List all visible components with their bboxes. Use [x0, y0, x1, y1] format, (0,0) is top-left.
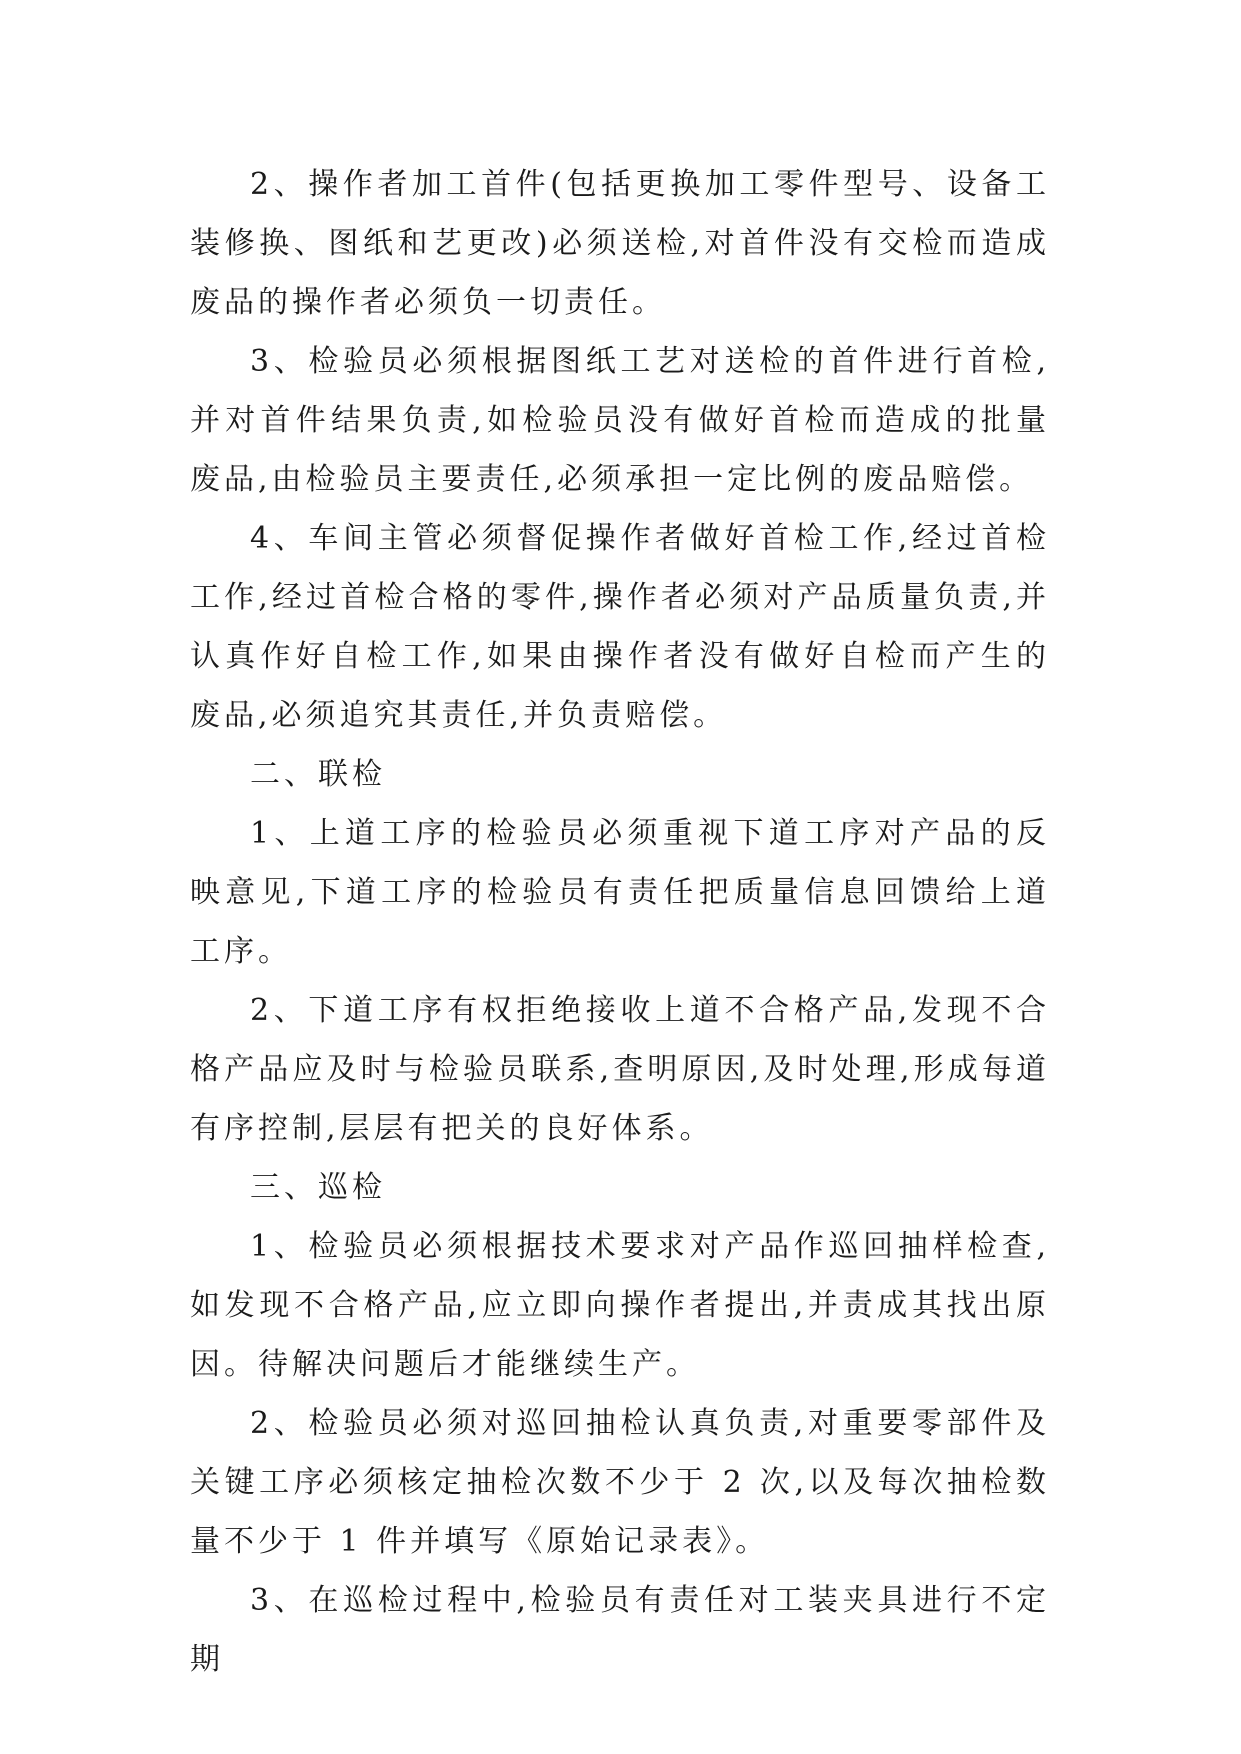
document-body — [190, 155, 1050, 1689]
paragraph-reject-nonconforming: 2、下道工序有权拒绝接收上道不合格产品,发现不合格产品应及时与检验员联系,查明原因,及时处理,形成每道有序控制,层层有把关的良好体系。 — [190, 993, 1050, 1146]
paragraph-patrol-sampling: 1、检验员必须根据技术要求对产品作巡回抽样检查,如发现不合格产品,应立即向操作者提出,并责成其找出原因。待解决问题后才能继续生产。 — [190, 1229, 1050, 1382]
paragraph-key-process-frequency: 2、检验员必须对巡回抽检认真负责,对重要零部件及关键工序必须核定抽检次数不少于 2 次,以及每次抽检数量不少于 1 件并填写《原始记录表》。 — [190, 1406, 1050, 1559]
paragraph-first-piece-submission: 2、操作者加工首件(包括更换加工零件型号、设备工装修换、图纸和艺更改)必须送检,对首件没有交检而造成废品的操作者必须负一切责任。 — [190, 167, 1050, 320]
paragraph-fixture-check: 3、在巡检过程中,检验员有责任对工装夹具进行不定期 — [190, 1583, 1050, 1677]
section-heading-joint-inspection: 二、联检 — [250, 757, 386, 792]
paragraph-inspector-first-check: 3、检验员必须根据图纸工艺对送检的首件进行首检,并对首件结果负责,如检验员没有做好首检而造成的批量废品,由检验员主要责任,必须承担一定比例的废品赔偿。 — [190, 344, 1050, 497]
section-heading-patrol-inspection: 三、巡检 — [250, 1170, 386, 1205]
paragraph-upstream-feedback: 1、上道工序的检验员必须重视下道工序对产品的反映意见,下道工序的检验员有责任把质量信息回馈给上道工序。 — [190, 816, 1050, 969]
paragraph-workshop-supervisor: 4、车间主管必须督促操作者做好首检工作,经过首检工作,经过首检合格的零件,操作者必须对产品质量负责,并认真作好自检工作,如果由操作者没有做好自检而产生的废品,必须追究其责任,并负责赔偿。 — [190, 521, 1050, 733]
